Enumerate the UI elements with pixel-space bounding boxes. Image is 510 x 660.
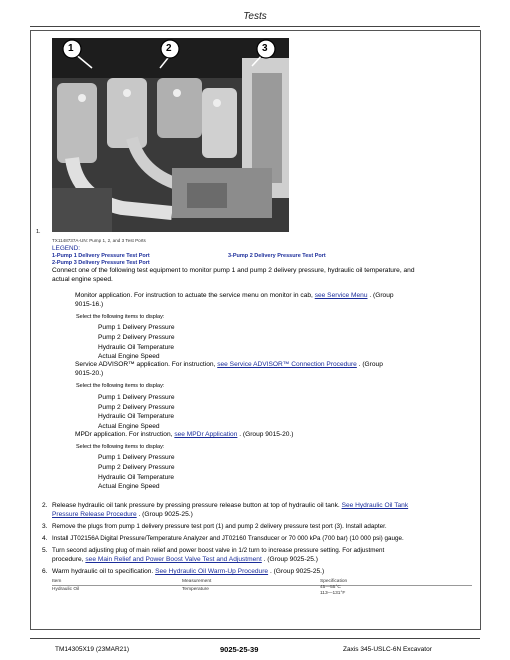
see-hydraulic-oil-warm-up-link[interactable]: See Hydraulic Oil Warm-Up Procedure [155,568,269,575]
mpdr-tail: . (Group 9015-20.) [239,431,294,438]
pump-test-ports-photo [52,38,289,232]
step-2-line-1 [52,502,408,511]
spec-header-measurement: Measurement [182,579,212,584]
mpdr-item: Actual Engine Speed [98,483,160,490]
spec-table-rule [52,585,472,586]
advisor-item: Actual Engine Speed [98,423,160,430]
header-rule [30,26,480,27]
mpdr-select-label: Select the following items to display: [76,444,165,450]
footer-page-number: 9025-25-39 [220,645,259,654]
footer-document-id: TM14305X19 (23MAR21) [55,646,130,653]
callout-2: 2 [166,43,172,54]
see-service-advisor-connection-link[interactable]: see Service ADVISOR™ Connection Procedure [217,361,357,368]
step-6-number: 6. [42,568,48,575]
monitor-item: Pump 2 Delivery Pressure [98,334,175,341]
monitor-line-2: 9015-16.) [75,301,104,308]
callout-1: 1 [68,43,74,54]
advisor-block [75,361,383,370]
step-5-line-2 [52,556,318,565]
step-6-text: Warm hydraulic oil to specification. [52,568,154,575]
mpdr-item: Pump 1 Delivery Pressure [98,454,175,461]
advisor-item: Pump 2 Delivery Pressure [98,404,175,411]
step-5-tail: . (Group 9025-25.) [263,556,318,563]
monitor-item: Actual Engine Speed [98,353,160,360]
spec-cell-spec-fahrenheit: 113—131°F [320,591,346,596]
see-main-relief-power-boost-link[interactable]: see Main Relief and Power Boost Valve Test and Adjustment [85,556,262,563]
legend-title: LEGEND: [52,245,81,252]
monitor-text: Monitor application. For instruction to actuate the service menu on monitor in cab, [75,292,313,299]
pump-photo-illustration [52,38,289,232]
legend-item-3: 3-Pump 2 Delivery Pressure Test Port [228,253,326,259]
step-5-pre: procedure, [52,556,84,563]
spec-header-specification: Specification [320,579,348,584]
step-2-text: Release hydraulic oil tank pressure by pressing pressure release button at top of hydraulic oil tank. [52,502,340,509]
monitor-item: Hydraulic Oil Temperature [98,344,175,351]
spec-cell-item: Hydraulic Oil [52,587,80,592]
callout-3: 3 [262,43,268,54]
step-2-number: 2. [42,502,48,509]
see-service-menu-link[interactable]: see Service Menu [314,292,368,299]
mpdr-item: Pump 2 Delivery Pressure [98,464,175,471]
advisor-text: Service ADVISOR™ application. For instruction, [75,361,216,368]
see-mpdr-application-link[interactable]: see MPDr Application [174,431,238,438]
page-header-title: Tests [243,11,267,22]
mpdr-item: Hydraulic Oil Temperature [98,474,175,481]
see-hydraulic-oil-tank-link[interactable]: See Hydraulic Oil Tank [341,502,409,509]
step-3-number: 3. [42,523,48,530]
advisor-line-2: 9015-20.) [75,370,104,377]
figure-caption: TX1148737A-UN: Pump 1, 2, and 3 Test Ports [52,238,146,243]
step-2-line-2 [52,511,193,520]
monitor-select-label: Select the following items to display: [76,314,165,320]
monitor-item: Pump 1 Delivery Pressure [98,324,175,331]
mpdr-text: MPDr application. For instruction, [75,431,173,438]
monitor-block [75,292,394,301]
mpdr-block [75,431,293,440]
spec-cell-measurement: Temperature [182,587,209,592]
advisor-item: Pump 1 Delivery Pressure [98,394,175,401]
spec-header-item: Item [52,579,62,584]
advisor-tail: . (Group [358,361,383,368]
spec-cell-spec-celsius: 45—55°C [320,585,341,590]
footer-machine-model: Zaxis 345-USLC-6N Excavator [343,646,432,653]
step-4-text: Install JT02156A Digital Pressure/Temperature Analyzer and JT02160 Transducer or 70 000 kPa (700 bar) (10 000 psi) gauge. [52,535,404,542]
legend-item-2: 2-Pump 3 Delivery Pressure Test Port [52,260,150,266]
monitor-tail: . (Group [369,292,394,299]
intro-line-1: Connect one of the following test equipment to monitor pump 1 and pump 2 delivery pressure, hydraulic oil temperature, and [52,267,415,274]
step-1-number: 1. [36,229,41,235]
footer-rule [30,638,480,639]
step-5-text: Turn second adjusting plug of main relief and power boost valve in 1/2 turn to increase pressure setting. For adjustment [52,547,385,554]
step-3-text: Remove the plugs from pump 1 delivery pressure test port (1) and pump 2 delivery pressure test port (3). Install adapter. [52,523,387,530]
step-5-number: 5. [42,547,48,554]
step-6-line [52,568,324,577]
step-6-tail: . (Group 9025-25.) [269,568,325,575]
advisor-select-label: Select the following items to display: [76,383,165,389]
step-4-number: 4. [42,535,48,542]
legend-item-1: 1-Pump 1 Delivery Pressure Test Port [52,253,150,259]
pressure-release-procedure-link[interactable]: Pressure Release Procedure [52,511,137,518]
step-2-tail: . (Group 9025-25.) [138,511,193,518]
advisor-item: Hydraulic Oil Temperature [98,413,175,420]
intro-line-2: actual engine speed. [52,276,113,283]
